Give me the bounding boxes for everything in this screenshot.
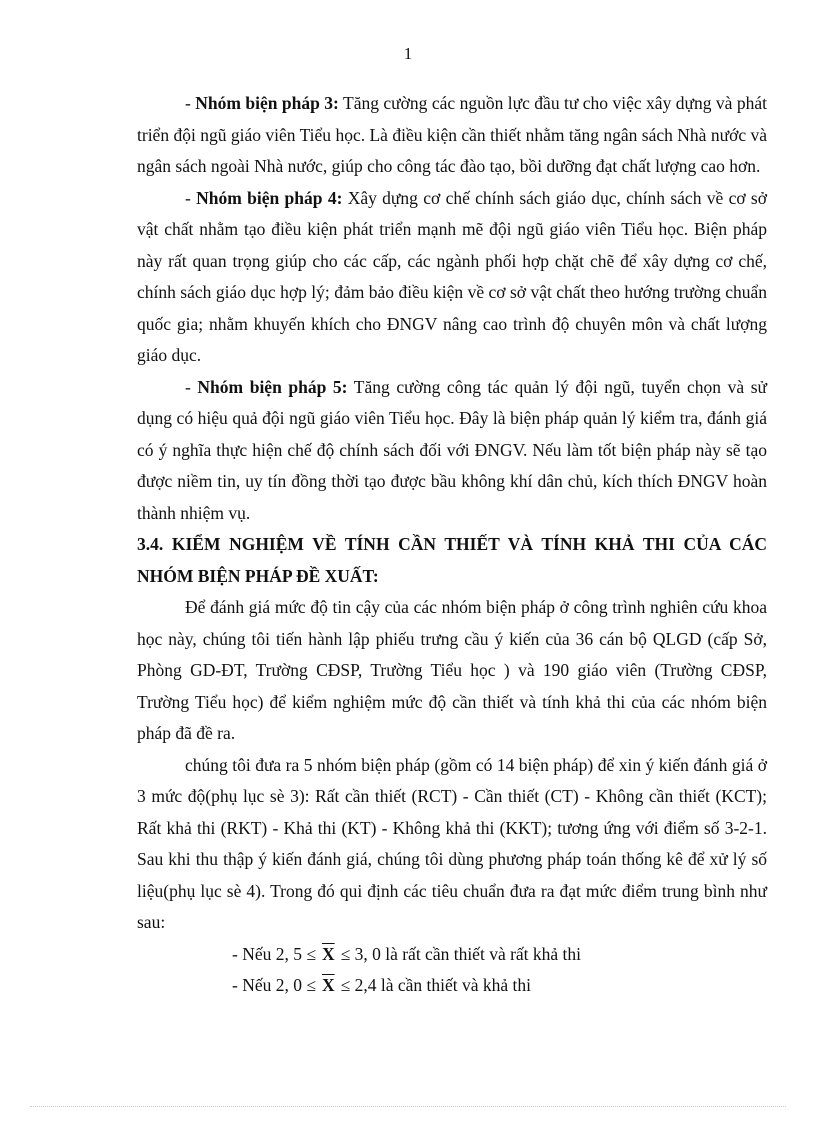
score-values: 3-2-1 [724,817,763,838]
measure-4-title: Nhóm biện pháp 4: [196,187,343,208]
paragraph-measure-5: - Nhóm biện pháp 5: Tăng cường công tác quản lý đội ngũ, tuyển chọn và sử dụng có hiệu quả đội ngũ giáo viên Tiểu học. Đây là biện pháp quản lý kiểm tra, đánh giá có ý nghĩa thực hiện chế độ chính sách đối với ĐNGV. Nếu làm tốt biện pháp này sẽ tạo được niềm tin, uy tín đồng thời tạo được bầu không khí dân chủ, kích thích ĐNGV hoàn thành nhiệm vụ. [137,376,767,523]
mean-symbol: $\overline{X}$ [321,943,335,964]
document-body [137,88,767,1002]
criterion-line: - Nếu 2, $5 \le \overline{X} \le 3$, 0 là rất cần thiết và rất khả thi [232,943,582,964]
section-heading: 3.4. KIỂM NGHIỆM VỀ TÍNH CẦN THIẾT VÀ TÍNH KHẢ THI CỦA CÁC NHÓM BIỆN PHÁP ĐỀ XUẤT: [137,534,767,586]
measure-5-title: Nhóm biện pháp 5: [197,376,348,397]
paragraph-survey: Để đánh giá mức độ tin cậy của các nhóm biện pháp ở công trình nghiên cứu khoa học này, chúng tôi tiến hành lập phiếu trưng cầu ý kiến của 36 cán bộ QLGD (cấp Sở, Phòng GD-ĐT, Trường CĐSP, Trường Tiểu học ) và 190 giáo viên (Trường CĐSP, Trường Tiểu học) để kiểm nghiệm mức độ cần thiết và tính khả thi của các nhóm biện pháp đã đề ra. [137,597,767,743]
paragraph-measure-3: - Nhóm biện pháp 3: Tăng cường các nguồn lực đầu tư cho việc xây dựng và phát triển đội ngũ giáo viên Tiểu học. Là điều kiện cần thiết nhằm tăng ngân sách Nhà nước và ngân sách ngoài Nhà nước, giúp cho công tác đào tạo, bồi dưỡng đạt chất lượng cao hơn. [137,93,767,176]
paragraph-measure-4: - Nhóm biện pháp 4: Xây dựng cơ chế chính sách giáo dục, chính sách về cơ sở vật chất nhằm tạo điều kiện phát triển mạnh mẽ đội ngũ giáo viên Tiểu học. Biện pháp này rất quan trọng giúp cho các cấp, các ngành phối hợp chặt chẽ để xây dựng cơ chế, chính sách giáo dục hợp lý; đảm bảo điều kiện về cơ sở vật chất theo hướng trường chuẩn quốc gia; nhằm khuyến khích cho ĐNGV nâng cao trình độ chuyên môn và chất lượng giáo dục. [137,187,767,365]
measure-3-title: Nhóm biện pháp 3: [195,93,339,113]
paragraph-method: chúng tôi đưa ra 5 nhóm biện pháp (gồm có 14 biện pháp) để xin ý kiến đánh giá ở 3 mức độ(phụ lục sè 3): Rất cần thiết (RCT) - Cần thiết (CT) - Không cần thiết (KCT); Rất khả thi (RKT) - Khả thi (KT) - Không khả thi (KKT); tương ứng với điểm số 3-2-1. Sau khi thu thập ý kiến đánh giá, chúng tôi dùng phương pháp toán thống kê để xử lý số liệu(phụ lục sè 4). Trong đó qui định các tiêu chuẩn đưa ra đạt mức điểm trung bình như sau: [137,754,767,932]
mean-symbol: $\overline{X}$ [321,975,335,995]
page-number: 1 [403,44,413,63]
criterion-line: - Nếu 2, $0 \le \overline{X} \le 2,4$ là cần thiết và khả thi [232,975,531,995]
page-bottom-rule [30,1106,786,1107]
